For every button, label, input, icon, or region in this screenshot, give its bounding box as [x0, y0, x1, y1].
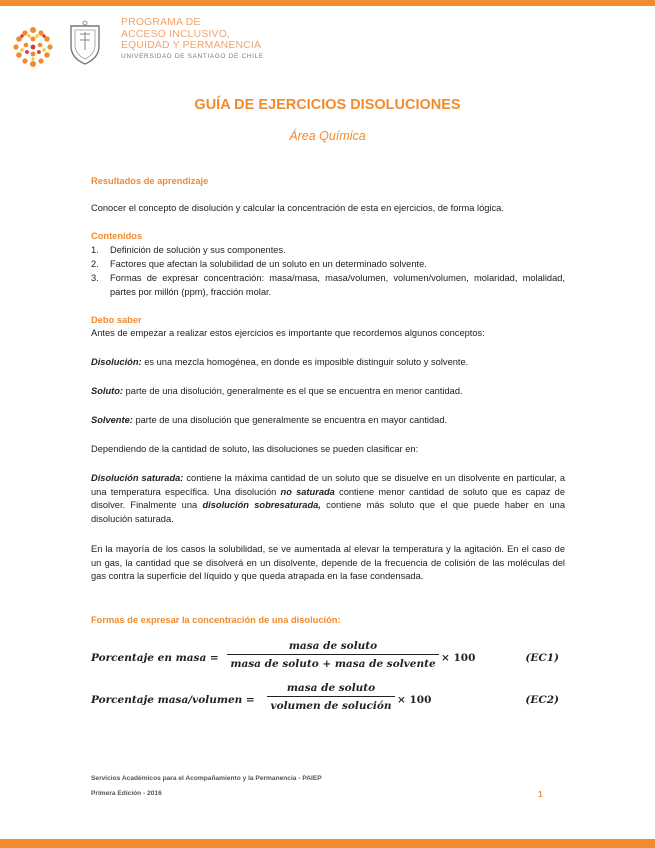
saturada-text-1: contiene la máxima cantidad de un soluto que se disuelve en un disolvente en particular, a una temperatura específica. Una disolución	[91, 473, 566, 497]
term-disolucion: Disolución:	[91, 357, 142, 367]
definition-solvente	[91, 414, 565, 428]
program-line-3: EQUIDAD Y PERMANENCIA	[121, 40, 262, 51]
equation-fraction	[267, 682, 395, 712]
bottom-accent-bar	[0, 839, 655, 848]
term-soluto: Soluto:	[91, 386, 124, 396]
resultados-text: Conocer el concepto de disolución y calcular la concentración de esta en ejercicios, de forma lógica.	[91, 203, 504, 213]
definition-text: parte de una disolución, generalmente es el que se encuentra en menor cantidad.	[123, 386, 463, 396]
footer-edition: Primera Edición - 2016	[91, 790, 162, 797]
clasificacion-text: Dependiendo de la cantidad de soluto, las disoluciones se pueden clasificar en:	[91, 444, 419, 454]
definition-text: es una mezcla homogénea, en donde es imposible distinguir soluto y solvente.	[141, 357, 469, 367]
list-text: Definición de solución y sus componentes.	[110, 245, 286, 255]
list-number: 2.	[91, 259, 99, 269]
document-title: GUÍA DE EJERCICIOS DISOLUCIONES	[194, 97, 461, 113]
equation-lhs: Porcentaje en masa =	[91, 652, 219, 664]
university-name: UNIVERSIDAD DE SANTIAGO DE CHILE	[121, 52, 264, 60]
term-sobresaturada: disolución sobresaturada,	[202, 500, 321, 510]
saturada-text-2: contiene menor cantidad de soluto que es capaz de disolver. Finalmente una	[91, 486, 565, 510]
fraction-numerator: masa de soluto	[267, 682, 395, 697]
equation-ec2	[91, 682, 565, 716]
footer-organization: Servicios Académicos para el Acompañamiento y la Permanencia - PAIEP	[91, 775, 322, 782]
equation-lhs: Porcentaje masa/volumen =	[91, 694, 255, 706]
list-number: 1.	[91, 245, 99, 255]
fraction-numerator: masa de soluto	[227, 640, 439, 655]
equation-tag: (EC1)	[525, 652, 559, 664]
equation-ec1	[91, 640, 565, 674]
definition-text: parte de una disolución que generalmente se encuentra en mayor cantidad.	[132, 415, 448, 425]
term-solvente: Solvente:	[91, 415, 133, 425]
program-line-1: PROGRAMA DE	[121, 17, 201, 28]
list-text: Factores que afectan la solubilidad de un soluto en un determinado solvente.	[110, 259, 427, 269]
fraction-denominator: volumen de solución	[270, 700, 392, 712]
debo-saber-intro: Antes de empezar a realizar estos ejercicios es importante que recordemos algunos conceptos:	[91, 328, 485, 338]
program-name	[121, 17, 264, 61]
equation-fraction	[227, 640, 439, 670]
heading-formas: Formas de expresar la concentración de una disolución:	[91, 615, 341, 625]
heading-debo-saber: Debo saber	[91, 315, 142, 325]
page-number: 1	[538, 789, 543, 799]
university-crest-icon	[68, 20, 102, 66]
paiep-logo-icon	[10, 24, 56, 70]
saturada-paragraph	[91, 472, 565, 526]
heading-resultados: Resultados de aprendizaje	[91, 176, 209, 186]
equation-multiplier: × 100	[441, 652, 476, 664]
solubilidad-paragraph: En la mayoría de los casos la solubilidad, se ve aumentada al elevar la temperatura y la agitación. En el caso de un gas, la cantidad que se disolverá en un disolvente, depende de la frecuencia de colisión de las moléculas del gas contra la superficie del líquido y que queda atrapada en la fase condensada.	[91, 544, 565, 581]
term-no-saturada: no saturada	[280, 486, 335, 497]
document-subtitle: Área Química	[289, 129, 366, 143]
heading-contenidos: Contenidos	[91, 231, 143, 241]
equation-tag: (EC2)	[525, 694, 559, 706]
list-text: Formas de expresar concentración: masa/masa, masa/volumen, volumen/volumen, molaridad, molalidad, partes por millón (ppm), fracción molar.	[110, 273, 565, 297]
top-accent-bar	[0, 0, 655, 6]
list-item	[91, 271, 565, 299]
equation-multiplier: × 100	[397, 694, 432, 706]
saturada-text-3: contiene más soluto que el que puede haber en una disolución saturada.	[91, 500, 565, 524]
definition-disolucion	[91, 356, 565, 370]
list-number: 3.	[91, 273, 99, 283]
term-saturada: Disolución saturada:	[91, 473, 184, 483]
list-item	[91, 243, 565, 257]
list-item	[91, 257, 565, 271]
definition-soluto	[91, 385, 565, 399]
program-line-2: ACCESO INCLUSIVO,	[121, 28, 231, 40]
fraction-denominator: masa de soluto + masa de solvente	[230, 658, 436, 670]
